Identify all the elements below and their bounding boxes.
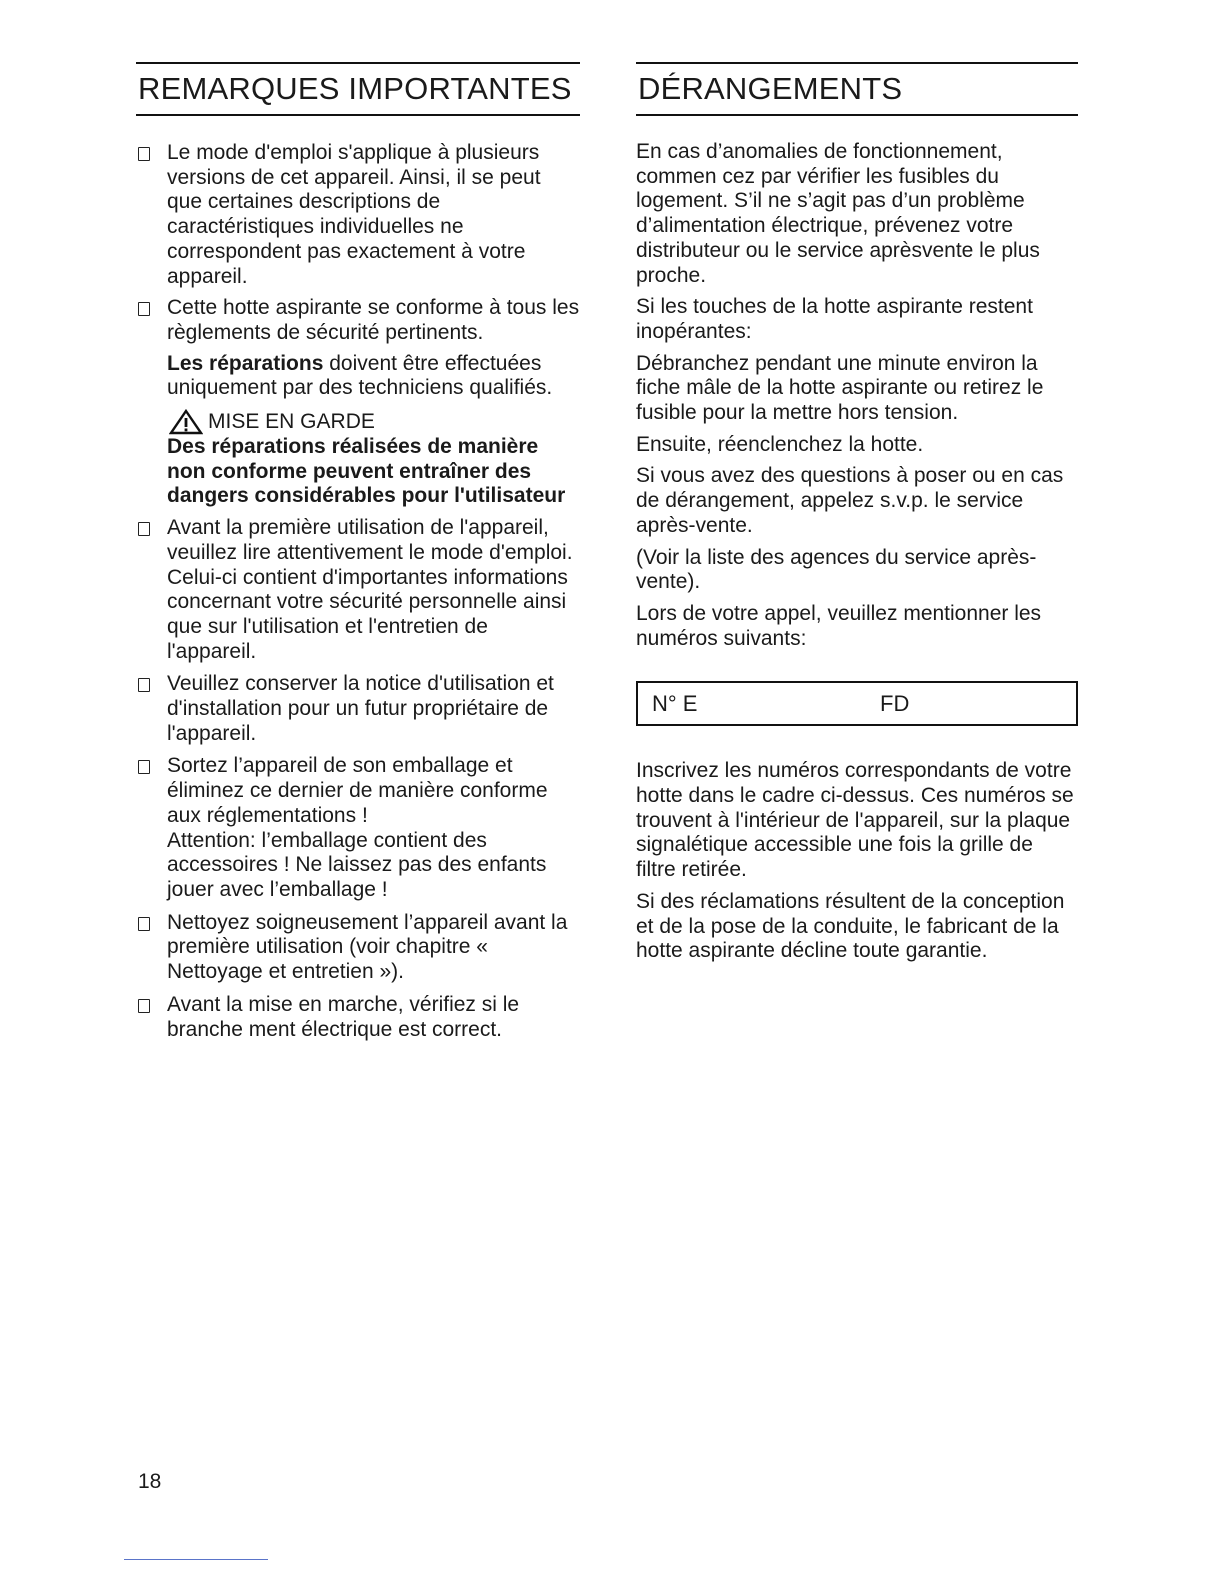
checkbox-icon xyxy=(138,147,150,161)
list-item xyxy=(136,141,580,289)
warning-title: MISE EN GARDE xyxy=(208,410,375,434)
paragraph: Ensuite, réenclenchez la hotte. xyxy=(636,432,924,456)
list-item-text: Le mode d'emploi s'applique à plusieurs versions de cet appareil. Ainsi, il se peut que certaines descriptions de caractéristiques individuelles ne correspondent pas exactement à votre appareil. xyxy=(167,141,541,288)
list-item xyxy=(136,754,580,902)
paragraph: Inscrivez les numéros correspondants de votre hotte dans le cadre ci-dessus. Ces numéros se trouvent à l'intérieur de l'appareil, sur la plaque signalétique accessible une fois la grille de filtre retirée. xyxy=(636,759,1074,882)
footer-divider xyxy=(124,1559,268,1560)
list-item-text: Veuillez conserver la notice d'utilisation et d'installation pour un futur propriétaire de l'appareil. xyxy=(167,672,554,745)
list-item-text: Nettoyez soigneusement l’appareil avant la première utilisation (voir chapitre « Nettoyage et entretien »). xyxy=(167,910,568,984)
section-heading-remarques: REMARQUES IMPORTANTES xyxy=(136,62,580,116)
list-item-text: Avant la première utilisation de l'appareil, veuillez lire attentivement le mode d'emploi. Celui-ci contient d'importantes informations concernant votre sécurité personnelle ainsi que sur l'utilisation et l'entretien de l'appareil. xyxy=(167,516,573,663)
serial-number-box xyxy=(636,681,1078,726)
checkbox-icon xyxy=(138,522,150,536)
list-item xyxy=(136,993,580,1042)
list-item xyxy=(136,672,580,746)
paragraph: Lors de votre appel, veuillez mentionner les numéros suivants: xyxy=(636,601,1042,650)
left-column xyxy=(136,62,580,1049)
page-number: 18 xyxy=(138,1470,162,1493)
paragraph: Si des réclamations résultent de la conception et de la pose de la conduite, le fabricant de la hotte aspirante décline toute garantie. xyxy=(636,889,1065,963)
list-item-text: Cette hotte aspirante se conforme à tous les règlements de sécurité pertinents. xyxy=(167,296,580,344)
checkbox-icon xyxy=(138,760,150,774)
paragraph: Si vous avez des questions à poser ou en cas de dérangement, appelez s.v.p. le service après-vente. xyxy=(636,464,1064,537)
section-heading-derangements: DÉRANGEMENTS xyxy=(636,62,1078,116)
warning-triangle-icon xyxy=(169,409,203,435)
fd-number-label: FD xyxy=(880,691,910,717)
checkbox-icon xyxy=(138,678,150,692)
paragraph: Si les touches de la hotte aspirante restent inopérantes: xyxy=(636,295,1033,343)
checkbox-icon xyxy=(138,917,150,931)
right-column xyxy=(636,62,1078,971)
list-item-text-attention: Attention: l’emballage contient des accessoires ! Ne laissez pas des enfants jouer avec l’emballage ! xyxy=(167,828,547,901)
derangements-body xyxy=(636,140,1078,964)
list-item-text: Sortez l’appareil de son emballage et éliminez ce dernier de manière conforme aux réglementations ! xyxy=(167,754,548,827)
list-item xyxy=(136,296,580,345)
checkbox-icon xyxy=(138,999,150,1013)
paragraph: En cas d’anomalies de fonctionnement, commen cez par vérifier les fusibles du logement. S’il ne s’agit pas d’un problème d’alimentation électrique, prévenez votre distributeur ou le service aprèsvente le plus proche. xyxy=(636,140,1040,287)
list-item xyxy=(136,516,580,664)
repairs-text: doivent être effectuées uniquement par des techniciens qualifiés. xyxy=(167,351,553,400)
list-item xyxy=(136,911,580,985)
warning-text: Des réparations réalisées de manière non conforme peuvent entraîner des dangers considérables pour l'utilisateur xyxy=(167,435,566,508)
repairs-bold-text: Les réparations xyxy=(167,351,324,375)
checkbox-icon xyxy=(138,302,150,316)
warning-block xyxy=(136,409,580,509)
e-number-label: N° E xyxy=(652,691,698,717)
repairs-note xyxy=(136,352,580,401)
paragraph: (Voir la liste des agences du service après-vente). xyxy=(636,545,1037,594)
paragraph: Débranchez pendant une minute environ la fiche mâle de la hotte aspirante ou retirez le fusible pour la mettre hors tension. xyxy=(636,351,1044,425)
list-item-text: Avant la mise en marche, vérifiez si le branche ment électrique est correct. xyxy=(167,992,520,1041)
remarques-list xyxy=(136,141,580,1042)
warning-title-row xyxy=(167,409,580,435)
